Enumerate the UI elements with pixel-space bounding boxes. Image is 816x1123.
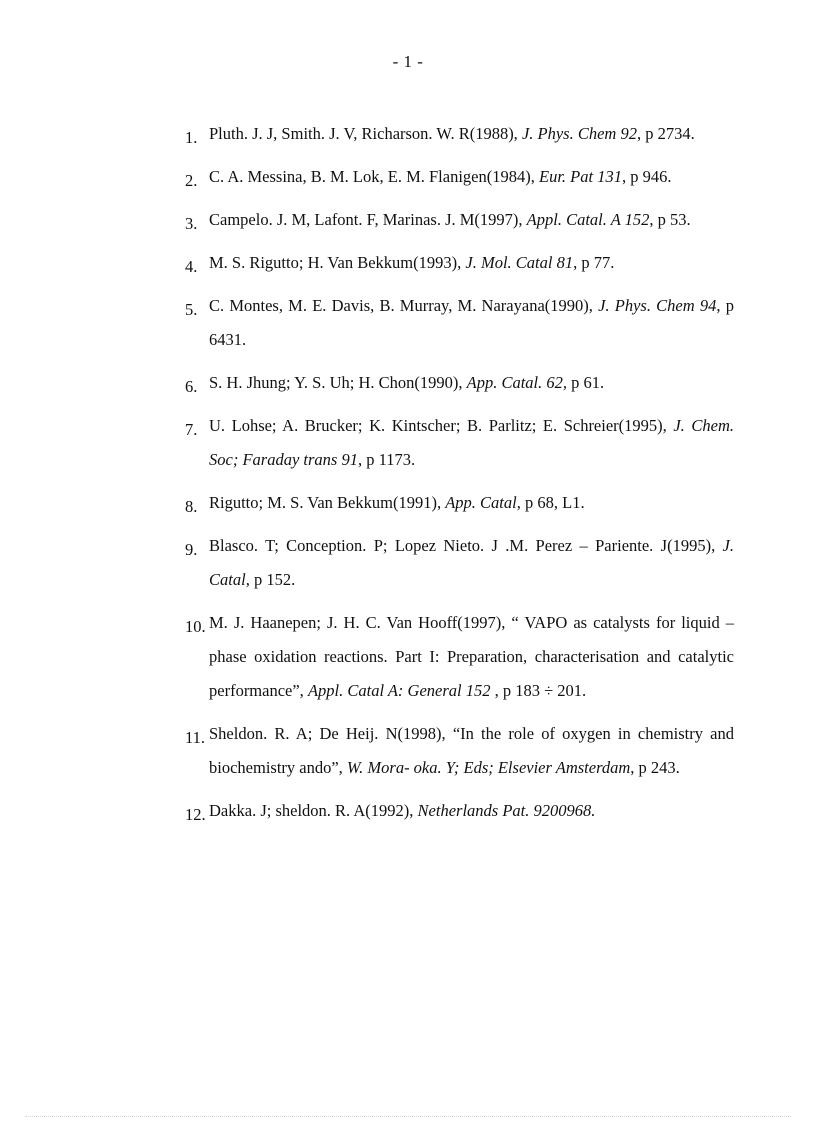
reference-segment: , p 152. [245, 570, 296, 589]
reference-number: 4. [185, 257, 198, 276]
reference-number: 5. [185, 300, 198, 319]
reference-segment: , p 2734. [636, 124, 695, 143]
reference-segment: , p 6431. [209, 296, 734, 349]
reference-item [185, 794, 734, 828]
reference-segment: , p 1173. [357, 450, 416, 469]
reference-segment: , p 53. [649, 210, 691, 229]
reference-source: Netherlands Pat. 9200968. [417, 801, 596, 820]
reference-segment: Blasco. T; Conception. P; Lopez Nieto. J .M. Perez – Pariente. J(1995), [209, 536, 723, 555]
reference-segment: U. Lohse; A. Brucker; K. Kintscher; B. Parlitz; E. Schreier(1995), [209, 416, 674, 435]
reference-segment: M. S. Rigutto; H. Van Bekkum(1993), [209, 253, 466, 272]
reference-text [209, 486, 734, 520]
reference-source: App. Catal. 62, [466, 373, 568, 392]
reference-item [185, 529, 734, 597]
reference-source: J. Phys. Chem 94 [598, 296, 717, 315]
reference-segment: , p 77. [573, 253, 615, 272]
reference-item [185, 289, 734, 357]
reference-segment: , p 243. [630, 758, 680, 777]
reference-source: Appl. Catal A: General 152 [307, 681, 491, 700]
reference-item [185, 117, 734, 151]
reference-item [185, 246, 734, 280]
reference-number: 11. [185, 728, 206, 747]
reference-text [209, 160, 734, 194]
reference-source: J. Catal [209, 536, 734, 589]
reference-number: 3. [185, 214, 198, 233]
reference-number: 8. [185, 497, 198, 516]
reference-number: 1. [185, 128, 198, 147]
reference-text [209, 289, 734, 357]
reference-segment: Dakka. J; sheldon. R. A(1992), [209, 801, 418, 820]
reference-text [209, 717, 734, 785]
reference-list [185, 117, 734, 837]
reference-number: 6. [185, 377, 198, 396]
reference-item [185, 409, 734, 477]
page-number: - 1 - [392, 52, 424, 71]
reference-segment: Campelo. J. M, Lafont. F, Marinas. J. M(1997), [209, 210, 527, 229]
reference-segment: Rigutto; M. S. Van Bekkum(1991), [209, 493, 446, 512]
reference-text [209, 203, 734, 237]
reference-segment: C. Montes, M. E. Davis, B. Murray, M. Narayana(1990), [209, 296, 599, 315]
reference-item [185, 366, 734, 400]
reference-source: Appl. Catal. A 152 [526, 210, 650, 229]
reference-segment: C. A. Messina, B. M. Lok, E. M. Flanigen(1984), [209, 167, 539, 186]
reference-segment: Sheldon. R. A; De Heij. N(1998), “In the role of oxygen in chemistry and biochemistry ando”, [209, 724, 734, 777]
reference-text [209, 794, 734, 828]
reference-source: W. Mora- oka. Y; Eds; Elsevier Amsterdam [346, 758, 631, 777]
reference-text [209, 529, 734, 597]
reference-text [209, 246, 734, 280]
reference-source: App. Catal [445, 493, 517, 512]
page-bottom-rule [25, 1116, 791, 1117]
reference-source: J. Mol. Catal 81 [465, 253, 574, 272]
reference-number: 9. [185, 540, 198, 559]
reference-source: Eur. Pat 131 [539, 167, 622, 186]
reference-item [185, 606, 734, 708]
reference-number: 10. [185, 617, 206, 636]
reference-number: 12. [185, 805, 206, 824]
reference-segment: S. H. Jhung; Y. S. Uh; H. Chon(1990), [209, 373, 467, 392]
reference-item [185, 160, 734, 194]
reference-segment: , p 946. [621, 167, 672, 186]
reference-segment: Pluth. J. J, Smith. J. V, Richarson. W. R(1988), [209, 124, 522, 143]
reference-segment: M. J. Haanepen; J. H. C. Van Hooff(1997), “ VAPO as catalysts for liquid – phase oxidation reactions. Part I: Preparation, characterisation and catalytic performance”, [209, 613, 734, 700]
reference-text [209, 366, 734, 400]
reference-item [185, 203, 734, 237]
reference-source: J. Chem. Soc; Faraday trans 91 [209, 416, 734, 469]
reference-source: J. Phys. Chem 92 [521, 124, 637, 143]
reference-segment: , p 68, L1. [516, 493, 585, 512]
reference-item [185, 717, 734, 785]
reference-text [209, 409, 734, 477]
reference-segment: , p 183 ÷ 201. [490, 681, 587, 700]
reference-number: 2. [185, 171, 198, 190]
reference-segment: p 61. [567, 373, 605, 392]
reference-number: 7. [185, 420, 198, 439]
reference-text [209, 117, 734, 151]
reference-item [185, 486, 734, 520]
reference-text [209, 606, 734, 708]
